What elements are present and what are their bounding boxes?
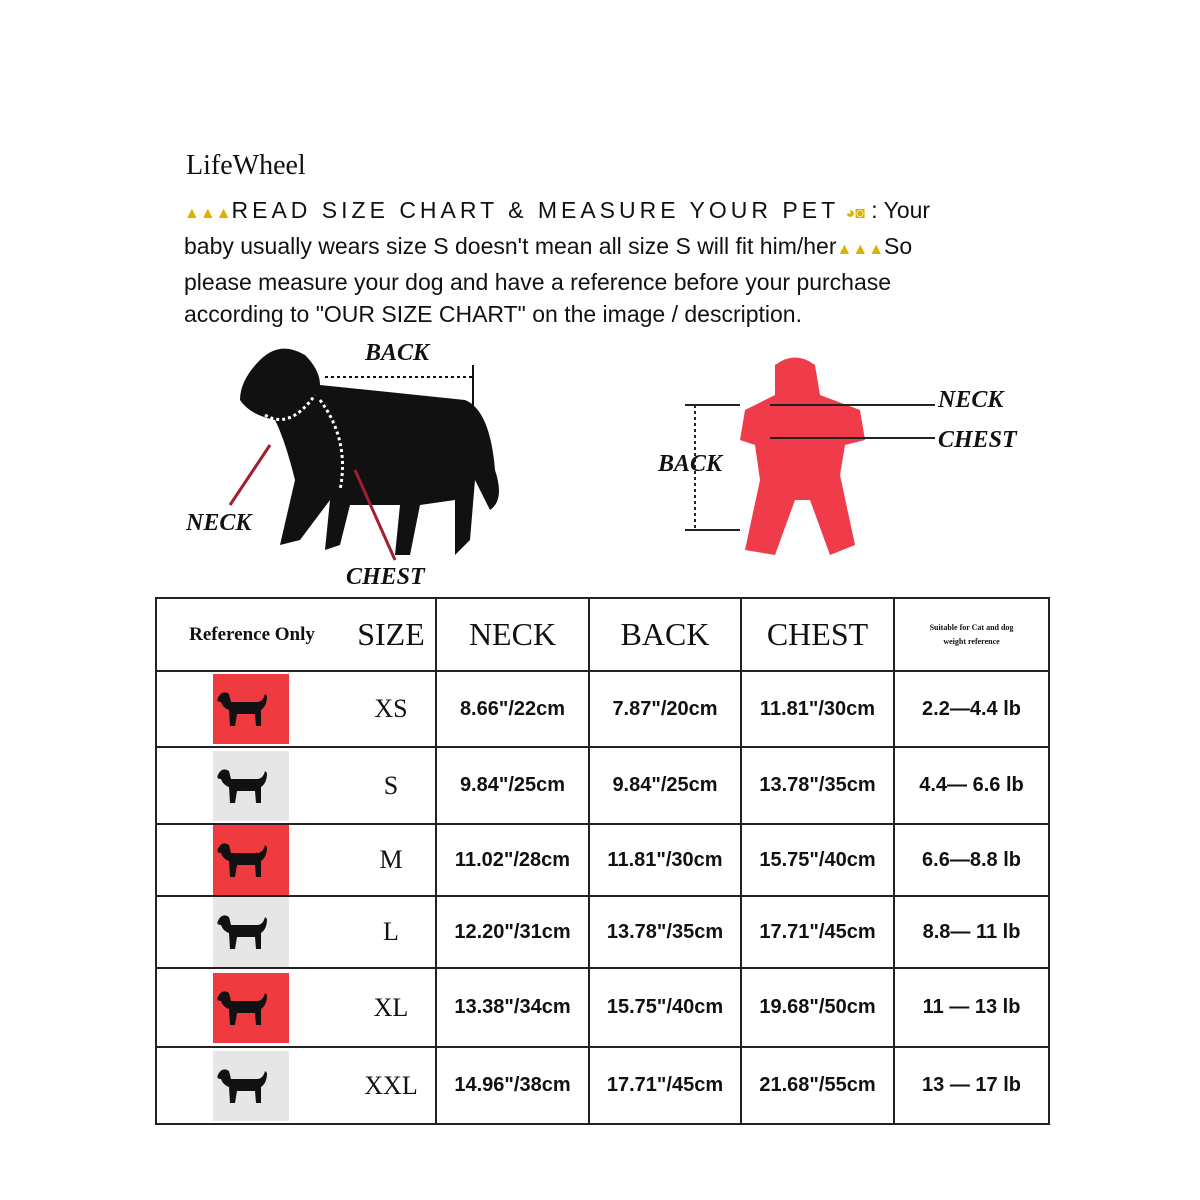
size-chart-table: [155, 597, 1050, 1125]
table-row: [156, 896, 1049, 968]
pet-emoji-icon: ◕◙: [845, 205, 865, 222]
neck-cell: 11.02"/28cm: [436, 824, 589, 896]
back-cell: 7.87"/20cm: [589, 671, 741, 747]
dog-silhouette-icon: [213, 674, 289, 744]
dog-silhouette-icon: [213, 825, 289, 895]
back-cell: 15.75"/40cm: [589, 968, 741, 1047]
brand-name: LifeWheel: [186, 150, 306, 181]
back-cell: 11.81"/30cm: [589, 824, 741, 896]
warning-triangle-icon: ▲▲▲: [184, 205, 232, 222]
intro-line4: according to "OUR SIZE CHART" on the image / description.: [184, 301, 802, 327]
label-back-2: BACK: [658, 451, 723, 477]
neck-cell: 8.66"/22cm: [436, 671, 589, 747]
chest-cell: 21.68"/55cm: [741, 1047, 894, 1124]
weight-cell: 6.6—8.8 lb: [894, 824, 1049, 896]
label-neck: NECK: [186, 510, 252, 536]
back-cell: 13.78"/35cm: [589, 896, 741, 968]
label-back: BACK: [365, 340, 430, 366]
intro-line2-end: So: [884, 233, 913, 259]
chest-cell: 17.71"/45cm: [741, 896, 894, 968]
dog-measurement-illustration: [220, 340, 520, 570]
table-row: [156, 671, 1049, 747]
back-cell: 17.71"/45cm: [589, 1047, 741, 1124]
neck-cell: 9.84"/25cm: [436, 747, 589, 824]
warning-triangle-icon: ▲▲▲: [836, 241, 885, 258]
intro-heading-suffix: : Your: [871, 197, 931, 223]
dog-silhouette-icon: [213, 751, 289, 821]
intro-text: [184, 194, 1034, 330]
weight-cell: 4.4— 6.6 lb: [894, 747, 1049, 824]
back-cell: 9.84"/25cm: [589, 747, 741, 824]
size-cell: XL: [347, 968, 436, 1047]
label-chest-2: CHEST: [938, 427, 1017, 453]
size-cell: XS: [347, 671, 436, 747]
size-cell: M: [347, 824, 436, 896]
weight-cell: 8.8— 11 lb: [894, 896, 1049, 968]
header-weight-line2: weight reference: [943, 636, 1000, 646]
weight-cell: 2.2—4.4 lb: [894, 671, 1049, 747]
header-reference: Reference Only: [156, 598, 347, 671]
dog-silhouette-icon: [213, 897, 289, 967]
weight-cell: 11 — 13 lb: [894, 968, 1049, 1047]
weight-cell: 13 — 17 lb: [894, 1047, 1049, 1124]
dog-reference-cell: [156, 896, 347, 968]
chest-cell: 19.68"/50cm: [741, 968, 894, 1047]
dog-silhouette-icon: [213, 973, 289, 1043]
intro-line3: please measure your dog and have a reference before your purchase: [184, 269, 892, 295]
chest-cell: 11.81"/30cm: [741, 671, 894, 747]
dog-reference-cell: [156, 671, 347, 747]
dog-reference-cell: [156, 747, 347, 824]
table-header-row: [156, 598, 1049, 671]
header-neck: NECK: [436, 598, 589, 671]
dog-silhouette-icon: [213, 1051, 289, 1121]
chest-cell: 15.75"/40cm: [741, 824, 894, 896]
dog-reference-cell: [156, 968, 347, 1047]
size-cell: S: [347, 747, 436, 824]
intro-heading: READ SIZE CHART & MEASURE YOUR PET: [231, 197, 840, 223]
table-row: [156, 968, 1049, 1047]
neck-cell: 14.96"/38cm: [436, 1047, 589, 1124]
header-chest: CHEST: [741, 598, 894, 671]
header-weight: [894, 598, 1049, 671]
size-cell: L: [347, 896, 436, 968]
neck-cell: 13.38"/34cm: [436, 968, 589, 1047]
header-weight-line1: Suitable for Cat and dog: [929, 622, 1014, 632]
header-back: BACK: [589, 598, 741, 671]
label-neck-2: NECK: [938, 387, 1004, 413]
neck-cell: 12.20"/31cm: [436, 896, 589, 968]
table-row: [156, 824, 1049, 896]
label-chest: CHEST: [346, 564, 425, 590]
chest-cell: 13.78"/35cm: [741, 747, 894, 824]
dog-reference-cell: [156, 1047, 347, 1124]
table-row: [156, 1047, 1049, 1124]
header-size: SIZE: [347, 598, 436, 671]
table-row: [156, 747, 1049, 824]
size-cell: XXL: [347, 1047, 436, 1124]
intro-line2: baby usually wears size S doesn't mean all size S will fit him/her: [184, 233, 837, 259]
dog-reference-cell: [156, 824, 347, 896]
